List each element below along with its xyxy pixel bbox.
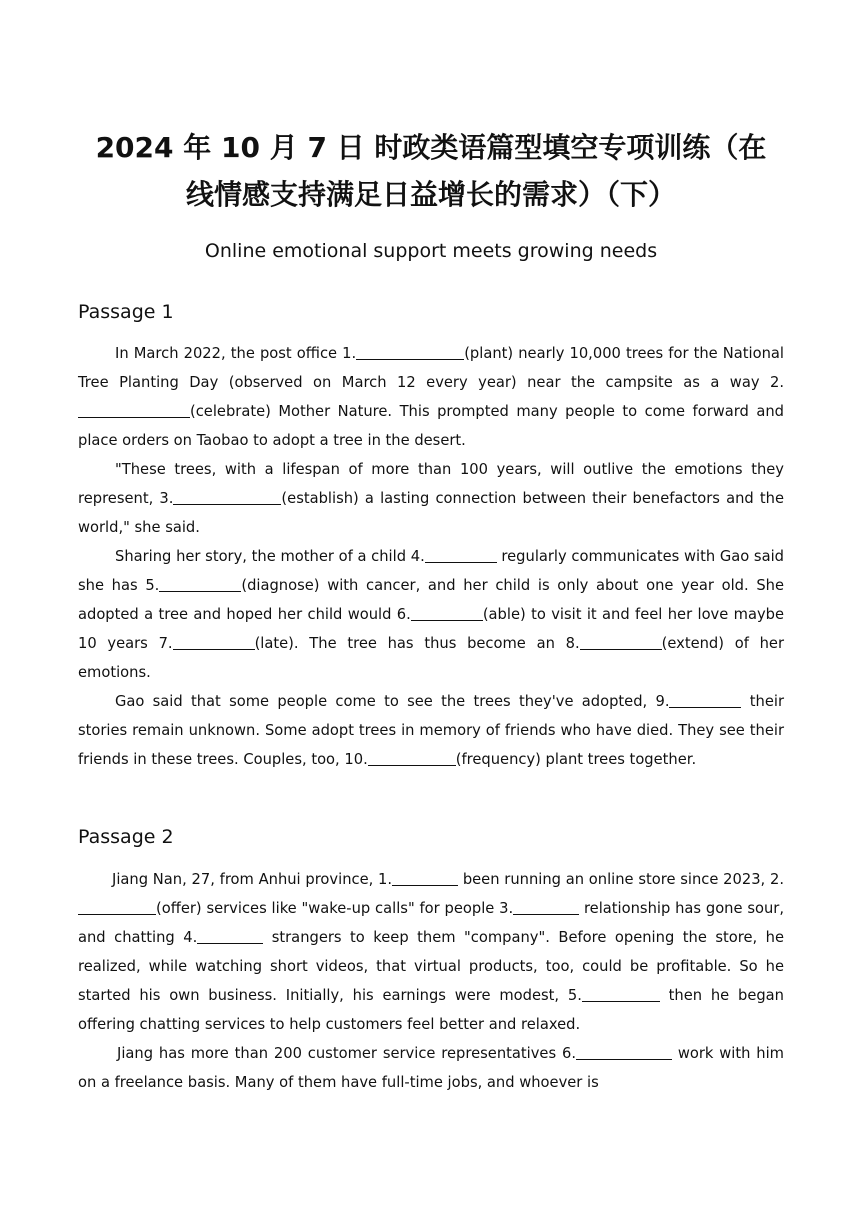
blank-p1-7[interactable]: [173, 633, 255, 650]
blank-p2-5[interactable]: [582, 985, 660, 1002]
document-subtitle: Online emotional support meets growing needs: [204, 240, 658, 262]
blank-p2-3[interactable]: [513, 898, 579, 915]
blank-p1-1[interactable]: [356, 343, 464, 360]
blank-p2-2[interactable]: [78, 898, 156, 915]
passage-1-paragraph-4: Gao said that some people come to see the trees they've adopted, 9. their stories remain unknown. Some adopt trees in memory of friends who have died. They see their friends in these trees. Couples, too, 10. (frequency) plant trees together.: [78, 693, 784, 768]
blank-p2-4[interactable]: [197, 927, 263, 944]
passage-2-paragraph-2: Jiang has more than 200 customer service representatives 6. work with him on a freelance basis. Many of them have full-time jobs, and whoever is: [78, 1045, 784, 1091]
passage-1-paragraph-3: Sharing her story, the mother of a child 4. regularly communicates with Gao said she has 5. (diagnose) with cancer, and her child is only about one year old. She adopted a tree and hoped her child would 6. (able) to visit it and feel her love maybe 10 years 7. (late). The tree has thus become an 8. (extend) of her emotions.: [78, 548, 785, 681]
blank-p1-8[interactable]: [580, 633, 662, 650]
blank-p2-1[interactable]: [392, 869, 458, 886]
passage-1-paragraph-1: In March 2022, the post office 1. (plant) nearly 10,000 trees for the National Tree Planting Day (observed on March 12 every year) near the campsite as a way 2.(celebrate) Mother Nature. This prompted many people to come forward and place orders on Taobao to adopt a tree in the desert.: [78, 345, 784, 449]
blank-p1-4[interactable]: [425, 546, 497, 563]
title-line-1: 2024 年 10 月 7 日 时政类语篇型填空专项训练（在: [95, 131, 767, 164]
passage-1-body: [78, 339, 784, 774]
title-line-2: 线情感支持满足日益增长的需求）（下）: [185, 178, 676, 211]
passage-2-paragraph-1: Jiang Nan, 27, from Anhui province, 1. been running an online store since 2023, 2.(offer) services like "wake-up calls" for people 3. relationship has gone sour, and chatting 4. strangers to keep them "company". Before opening the store, he realized, while watching short videos, that virtual products, too, could be profitable. So he started his own business. Initially, his earnings were modest, 5. then he began offering chatting services to help customers feel better and relaxed.: [78, 871, 784, 1033]
blank-p1-5[interactable]: [159, 575, 241, 592]
blank-p1-3[interactable]: [173, 488, 281, 505]
blank-p2-6[interactable]: [576, 1043, 672, 1060]
passage-2-body: [78, 865, 784, 1097]
blank-p1-10[interactable]: [368, 749, 456, 766]
document-title: [78, 124, 784, 218]
blank-p1-6[interactable]: [411, 604, 483, 621]
blank-p1-9[interactable]: [669, 691, 741, 708]
blank-p1-2[interactable]: [78, 401, 190, 418]
passage-1-heading: Passage 1: [78, 301, 174, 323]
passage-1-paragraph-2: "These trees, with a lifespan of more than 100 years, will outlive the emotions they represent, 3. (establish) a lasting connection between their benefactors and the world," she said.: [78, 461, 784, 536]
passage-2-heading: Passage 2: [78, 826, 174, 848]
